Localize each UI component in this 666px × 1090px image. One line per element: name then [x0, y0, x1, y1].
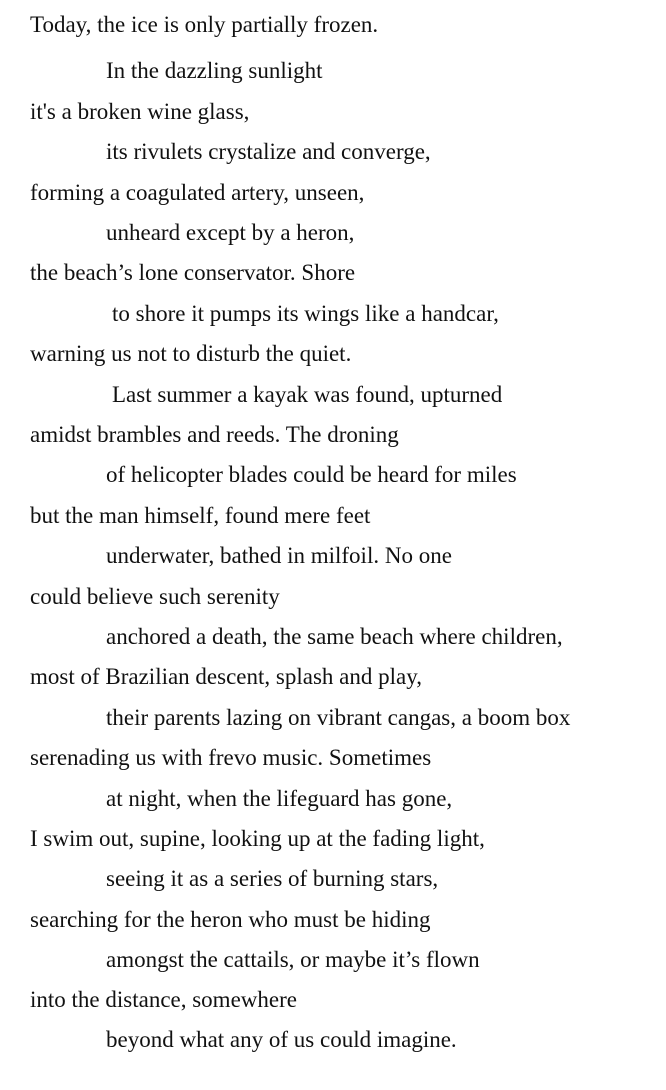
- poem-line: their parents lazing on vibrant cangas, a boom box: [106, 705, 571, 730]
- poem-line: forming a coagulated artery, unseen,: [30, 180, 365, 205]
- poem-line: into the distance, somewhere: [30, 987, 297, 1012]
- poem-line: its rivulets crystalize and converge,: [106, 139, 431, 164]
- poem-line: unheard except by a heron,: [106, 220, 355, 245]
- poem-line: to shore it pumps its wings like a handcar,: [112, 301, 499, 326]
- poem-line: Last summer a kayak was found, upturned: [112, 382, 503, 407]
- poem-line: the beach’s lone conservator. Shore: [30, 260, 356, 285]
- poem-line: amongst the cattails, or maybe it’s flown: [106, 947, 480, 972]
- poem-line: In the dazzling sunlight: [106, 58, 323, 83]
- poem-line: of helicopter blades could be heard for miles: [106, 462, 517, 487]
- poem-line: anchored a death, the same beach where children,: [106, 624, 563, 649]
- poem-line: Today, the ice is only partially frozen.: [30, 12, 379, 37]
- poem-line: beyond what any of us could imagine.: [106, 1027, 457, 1052]
- poem-line: most of Brazilian descent, splash and play,: [30, 664, 422, 689]
- poem-line: underwater, bathed in milfoil. No one: [106, 543, 452, 568]
- poem-line: serenading us with frevo music. Sometimes: [30, 745, 432, 770]
- poem-line: it's a broken wine glass,: [30, 99, 250, 124]
- poem-line: could believe such serenity: [30, 584, 280, 609]
- poem-line: at night, when the lifeguard has gone,: [106, 786, 453, 811]
- poem-line: seeing it as a series of burning stars,: [106, 866, 439, 891]
- poem-line: amidst brambles and reeds. The droning: [30, 422, 399, 447]
- poem-line: but the man himself, found mere feet: [30, 503, 371, 528]
- poem-line: searching for the heron who must be hiding: [30, 907, 431, 932]
- poem-line: I swim out, supine, looking up at the fading light,: [30, 826, 485, 851]
- poem-line: warning us not to disturb the quiet.: [30, 341, 352, 366]
